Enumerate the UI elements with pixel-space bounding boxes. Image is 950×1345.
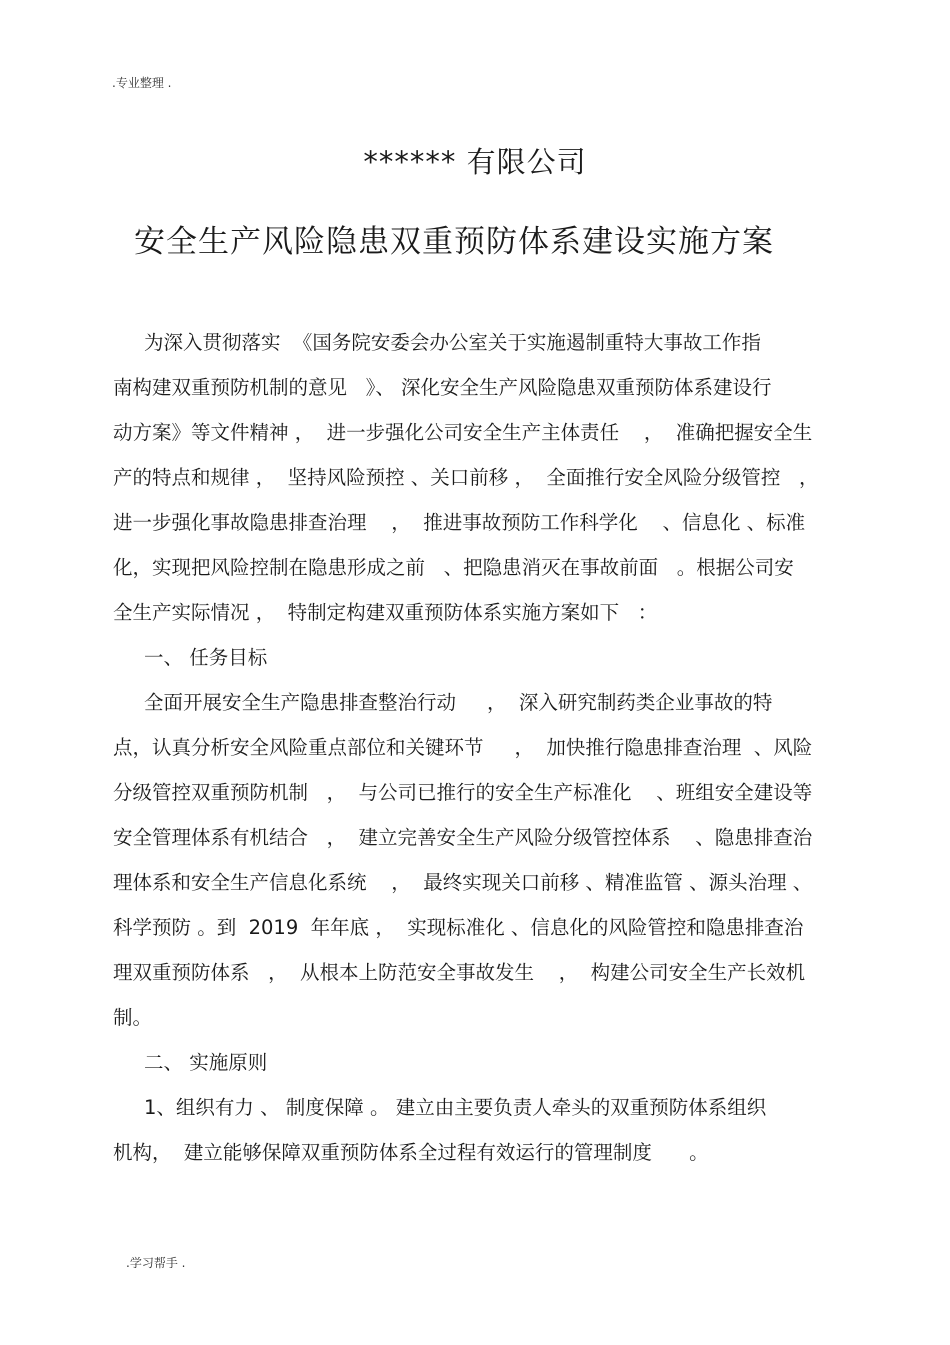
- body-line: 机构， 建立能够保障双重预防体系全过程有效运行的管理制度 。: [113, 1141, 709, 1164]
- section-heading: 一、 任务目标: [113, 646, 268, 669]
- header-note: .专业整理 .: [112, 76, 172, 90]
- document-title: 安全生产风险隐患双重预防体系建设实施方案: [134, 224, 774, 260]
- body-line: 1、组织有力 、 制度保障 。 建立由主要负责人牵头的双重预防体系组织: [113, 1096, 767, 1119]
- body-line: 进一步强化事故隐患排查治理 ， 推进事故预防工作科学化 、信息化 、标准: [113, 511, 806, 534]
- body-line: 化，实现把风险控制在隐患形成之前 、把隐患消灭在事故前面 。根据公司安: [113, 556, 794, 579]
- body-line: 分级管控双重预防机制 ， 与公司已推行的安全生产标准化 、班组安全建设等: [113, 781, 813, 804]
- body-line: 科学预防 。到 2019 年年底 ， 实现标准化 、信息化的风险管控和隐患排查治: [113, 916, 804, 939]
- body-line: 制。: [113, 1006, 153, 1029]
- body-line: 产的特点和规律 ， 坚持风险预控 、关口前移 ， 全面推行安全风险分级管控 ，: [113, 466, 819, 489]
- body-line: 点，认真分析安全风险重点部位和关键环节 ， 加快推行隐患排查治理 、风险: [113, 736, 813, 759]
- body-line: 理体系和安全生产信息化系统 ， 最终实现关口前移 、精准监管 、源头治理 、: [113, 871, 813, 894]
- body-line: 动方案》等文件精神 ， 进一步强化公司安全生产主体责任 ， 准确把握安全生: [113, 421, 813, 444]
- body-line: 南构建双重预防机制的意见 》、 深化安全生产风险隐患双重预防体系建设行: [113, 376, 772, 399]
- body-line: 为深入贯彻落实 《国务院安委会办公室关于实施遏制重特大事故工作指: [113, 331, 761, 354]
- body-line: 全生产实际情况 ， 特制定构建双重预防体系实施方案如下 ：: [113, 601, 658, 624]
- section-heading: 二、 实施原则: [113, 1051, 268, 1074]
- body-line: 安全管理体系有机结合 ， 建立完善安全生产风险分级管控体系 、隐患排查治: [113, 826, 813, 849]
- footer-note: .学习帮手 .: [126, 1256, 186, 1270]
- company-title: ****** 有限公司: [363, 145, 587, 179]
- body-line: 理双重预防体系 ， 从根本上防范安全事故发生 ， 构建公司安全生产长效机: [113, 961, 806, 984]
- body-line: 全面开展安全生产隐患排查整治行动 ， 深入研究制药类企业事故的特: [113, 691, 773, 714]
